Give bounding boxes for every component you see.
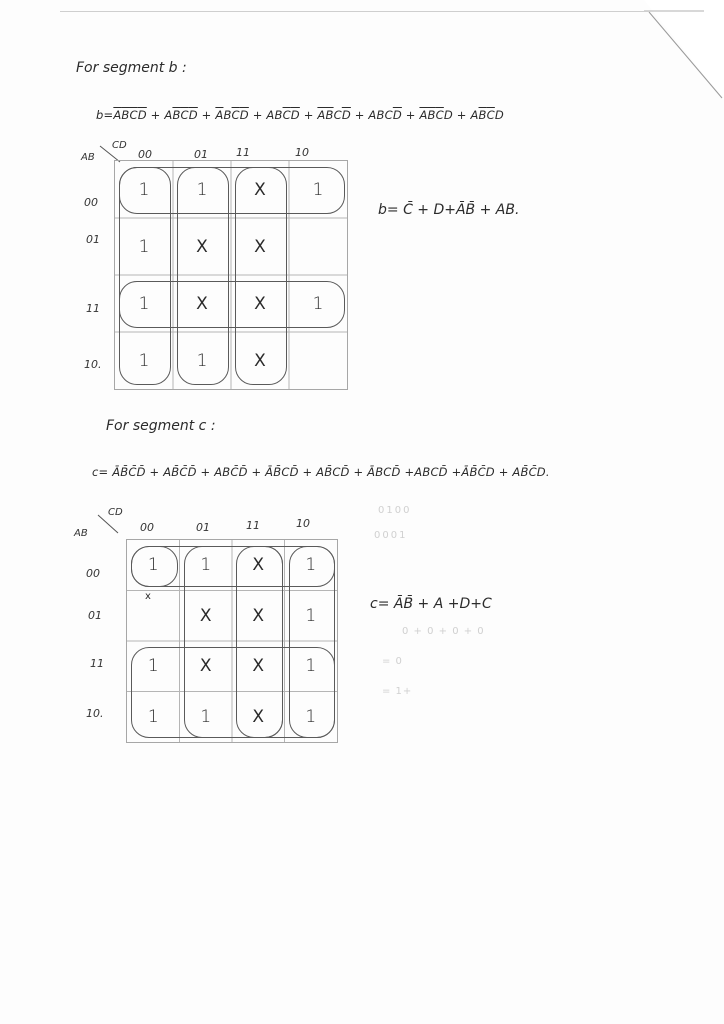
kmap-cell: 1 [138, 350, 150, 371]
segment-b-result: b= C̄ + D+ĀB̄ + AB. [378, 202, 520, 218]
kmap-cell: 1 [147, 656, 159, 677]
segment-b-equation-terms [113, 108, 504, 122]
kmap-row-header: 11 [86, 302, 100, 315]
equation-literal: B [376, 108, 385, 122]
equation-plus: + [401, 108, 420, 122]
kmap-cell: 1 [138, 293, 150, 314]
kmap-row-header: 00 [84, 196, 98, 209]
equation-literal: B [274, 108, 283, 122]
segment-b-equation [96, 108, 504, 122]
equation-literal: $\overline{C}$ [486, 108, 495, 122]
kmap-cell: 1 [147, 706, 159, 727]
kmap-cell: 1 [305, 656, 317, 677]
kmap-col-header: 11 [236, 146, 250, 159]
equation-plus: + [146, 108, 165, 122]
kmap-col-header: 11 [246, 519, 260, 532]
equation-literal: $\overline{C}$ [129, 108, 138, 122]
kmap-row-var-label: AB [74, 528, 88, 539]
kmap-col-header: 00 [138, 148, 152, 161]
kmap-cell: X [199, 656, 212, 677]
segment-c-equation: c= ĀB̄C̄D̄ + AB̄C̄D̄ + ABC̄D̄ + ĀB̄CD̄ + AB̄CD̄ + ĀBCD̄ +ABCD̄ +ĀB̄C̄D + AB̄C̄D. [92, 465, 550, 479]
equation-literal: $\overline{B}$ [172, 108, 181, 122]
equation-term [470, 108, 503, 122]
kmap-cell: X [252, 706, 265, 727]
kmap-cell: 1 [200, 706, 212, 727]
kmap-cell: X [199, 605, 212, 626]
equation-plus: + [452, 108, 471, 122]
kmap-cell: 1 [312, 179, 324, 200]
segment-b-kmap [70, 140, 370, 400]
kmap-cell [289, 218, 347, 275]
equation-term [419, 108, 452, 122]
kmap-row-header: 01 [86, 233, 100, 246]
equation-plus: + [248, 108, 267, 122]
equation-literal: C [333, 108, 342, 122]
equation-literal: $\overline{C}$ [231, 108, 240, 122]
equation-literal: A [470, 108, 479, 122]
kmap-cell: 1 [305, 555, 317, 576]
equation-literal: $\overline{D}$ [392, 108, 402, 122]
kmap-cell: 1 [305, 605, 317, 626]
equation-literal: $\overline{B}$ [427, 108, 436, 122]
kmap-corner-slash [96, 513, 120, 535]
kmap-cell: x [145, 590, 151, 602]
equation-literal: $\overline{B}$ [121, 108, 130, 122]
equation-term [368, 108, 401, 122]
segment-c-heading: For segment c : [106, 418, 216, 434]
kmap-row-header: 00 [86, 567, 100, 580]
faint-note: 0001 [374, 530, 408, 541]
kmap-row-header: 01 [88, 609, 102, 622]
page-top-edge [60, 11, 650, 12]
kmap-grid [114, 160, 348, 390]
kmap-cell: X [196, 236, 208, 257]
kmap-col-header: 00 [140, 521, 154, 534]
equation-literal: $\overline{B}$ [325, 108, 334, 122]
equation-term [215, 108, 248, 122]
kmap-col-var-label: CD [112, 140, 127, 151]
kmap-cell: X [252, 555, 265, 576]
equation-literal: $\overline{D}$ [137, 108, 147, 122]
kmap-grid [126, 539, 338, 743]
equation-literal: $\overline{A}$ [317, 108, 326, 122]
kmap-row-var-label: AB [81, 152, 95, 163]
kmap-cell: 1 [305, 706, 317, 727]
kmap-col-header: 10 [295, 146, 309, 159]
kmap-cell: 1 [312, 293, 324, 314]
kmap-cell: X [254, 179, 266, 200]
kmap-col-header: 10 [296, 517, 310, 530]
equation-plus: + [299, 108, 318, 122]
segment-c-kmap [74, 505, 374, 755]
equation-literal: $\overline{C}$ [282, 108, 291, 122]
faint-note: 0100 [378, 505, 412, 516]
kmap-cell: 1 [196, 350, 208, 371]
kmap-cell [289, 332, 347, 389]
equation-literal: $\overline{D}$ [341, 108, 351, 122]
faint-note: = 0 [382, 656, 403, 667]
segment-b-equation-prefix: b= [96, 108, 114, 122]
equation-term [164, 108, 197, 122]
equation-literal: $\overline{D}$ [188, 108, 198, 122]
kmap-cell: 1 [196, 179, 208, 200]
equation-plus: + [350, 108, 369, 122]
kmap-cell: X [252, 605, 265, 626]
kmap-row-header: 11 [90, 657, 104, 670]
equation-plus: + [197, 108, 216, 122]
equation-term [317, 108, 350, 122]
equation-literal: D [494, 108, 504, 122]
faint-note: = 1+ [382, 686, 413, 697]
equation-literal: $\overline{A}$ [419, 108, 428, 122]
equation-term [266, 108, 299, 122]
kmap-cell: 1 [147, 555, 159, 576]
equation-literal: $\overline{D}$ [290, 108, 300, 122]
equation-term [113, 108, 146, 122]
folded-corner [644, 0, 724, 100]
equation-literal: $\overline{C}$ [435, 108, 444, 122]
faint-note: 0 + 0 + 0 + 0 [402, 626, 485, 637]
equation-literal: $\overline{A}$ [113, 108, 122, 122]
kmap-col-var-label: CD [108, 507, 123, 518]
equation-literal: B [223, 108, 232, 122]
kmap-cell: 1 [200, 555, 212, 576]
segment-b-heading: For segment b : [76, 60, 187, 76]
kmap-cell: X [196, 293, 208, 314]
kmap-row-header: 10. [86, 707, 104, 720]
equation-literal: C [384, 108, 393, 122]
equation-literal: $\overline{C}$ [180, 108, 189, 122]
segment-c-result: c= ĀB̄ + A +D+C [370, 596, 492, 612]
equation-literal: $\overline{A}$ [215, 108, 224, 122]
equation-literal: A [266, 108, 275, 122]
equation-literal: D [443, 108, 453, 122]
kmap-cell: 1 [138, 179, 150, 200]
kmap-cell: 1 [138, 236, 150, 257]
kmap-cell: X [254, 293, 266, 314]
kmap-col-header: 01 [194, 148, 208, 161]
kmap-cell: X [254, 350, 266, 371]
equation-literal: $\overline{B}$ [478, 108, 487, 122]
equation-literal: A [368, 108, 377, 122]
kmap-cell: X [254, 236, 266, 257]
kmap-cell: X [252, 656, 265, 677]
equation-literal: A [164, 108, 173, 122]
kmap-row-header: 10. [84, 358, 102, 371]
kmap-col-header: 01 [196, 521, 210, 534]
equation-literal: $\overline{D}$ [239, 108, 249, 122]
